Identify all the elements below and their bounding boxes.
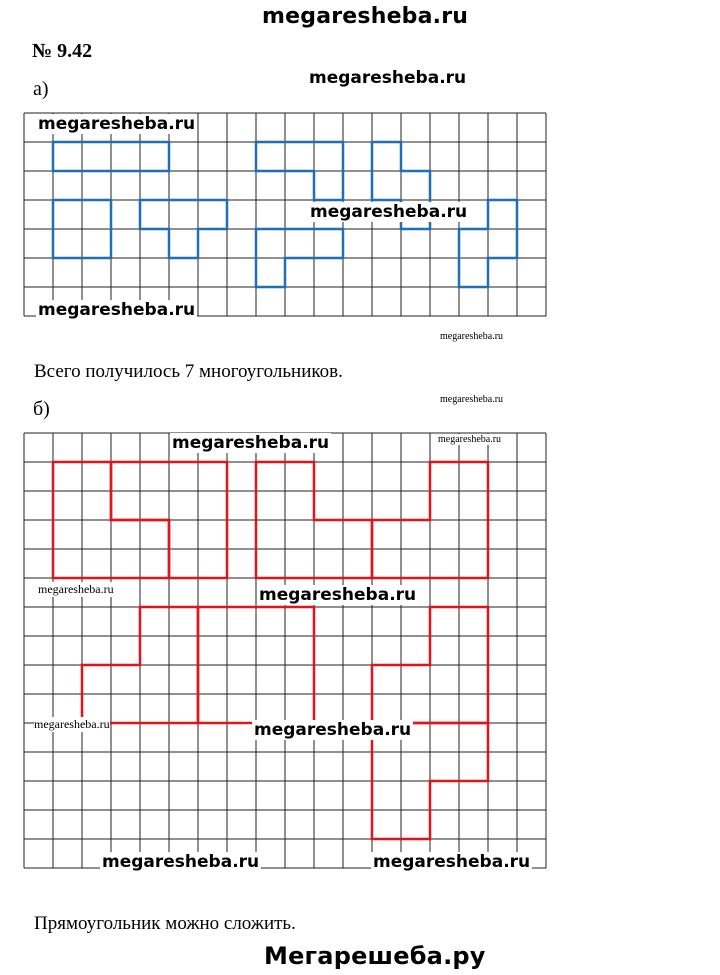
watermark: megaresheba.ru [38,300,196,320]
watermark: megaresheba.ru [38,582,114,596]
watermark: megaresheba.ru [259,585,417,605]
watermark: megaresheba.ru [373,852,531,872]
footer-site: Мегарешеба.ру [264,942,486,970]
part-b-label: б) [33,398,50,420]
watermark: megaresheba.ru [172,433,330,453]
part-a-result: Всего получилось 7 многоугольников. [34,361,343,382]
part-b-result: Прямоугольник можно сложить. [34,913,296,934]
watermark: megaresheba.ru [438,434,502,445]
watermark: megaresheba.ru [102,852,260,872]
watermark: megaresheba.ru [38,114,196,134]
task-number: № 9.42 [32,40,93,62]
watermark: megaresheba.ru [254,720,412,740]
part-a-label: а) [33,78,49,100]
watermark: megaresheba.ru [309,68,467,88]
watermark: megaresheba.ru [440,331,504,342]
watermark: megaresheba.ru [310,202,468,222]
watermark: megaresheba.ru [440,394,504,405]
header-site: megaresheba.ru [262,4,469,29]
watermark: megaresheba.ru [34,717,110,731]
